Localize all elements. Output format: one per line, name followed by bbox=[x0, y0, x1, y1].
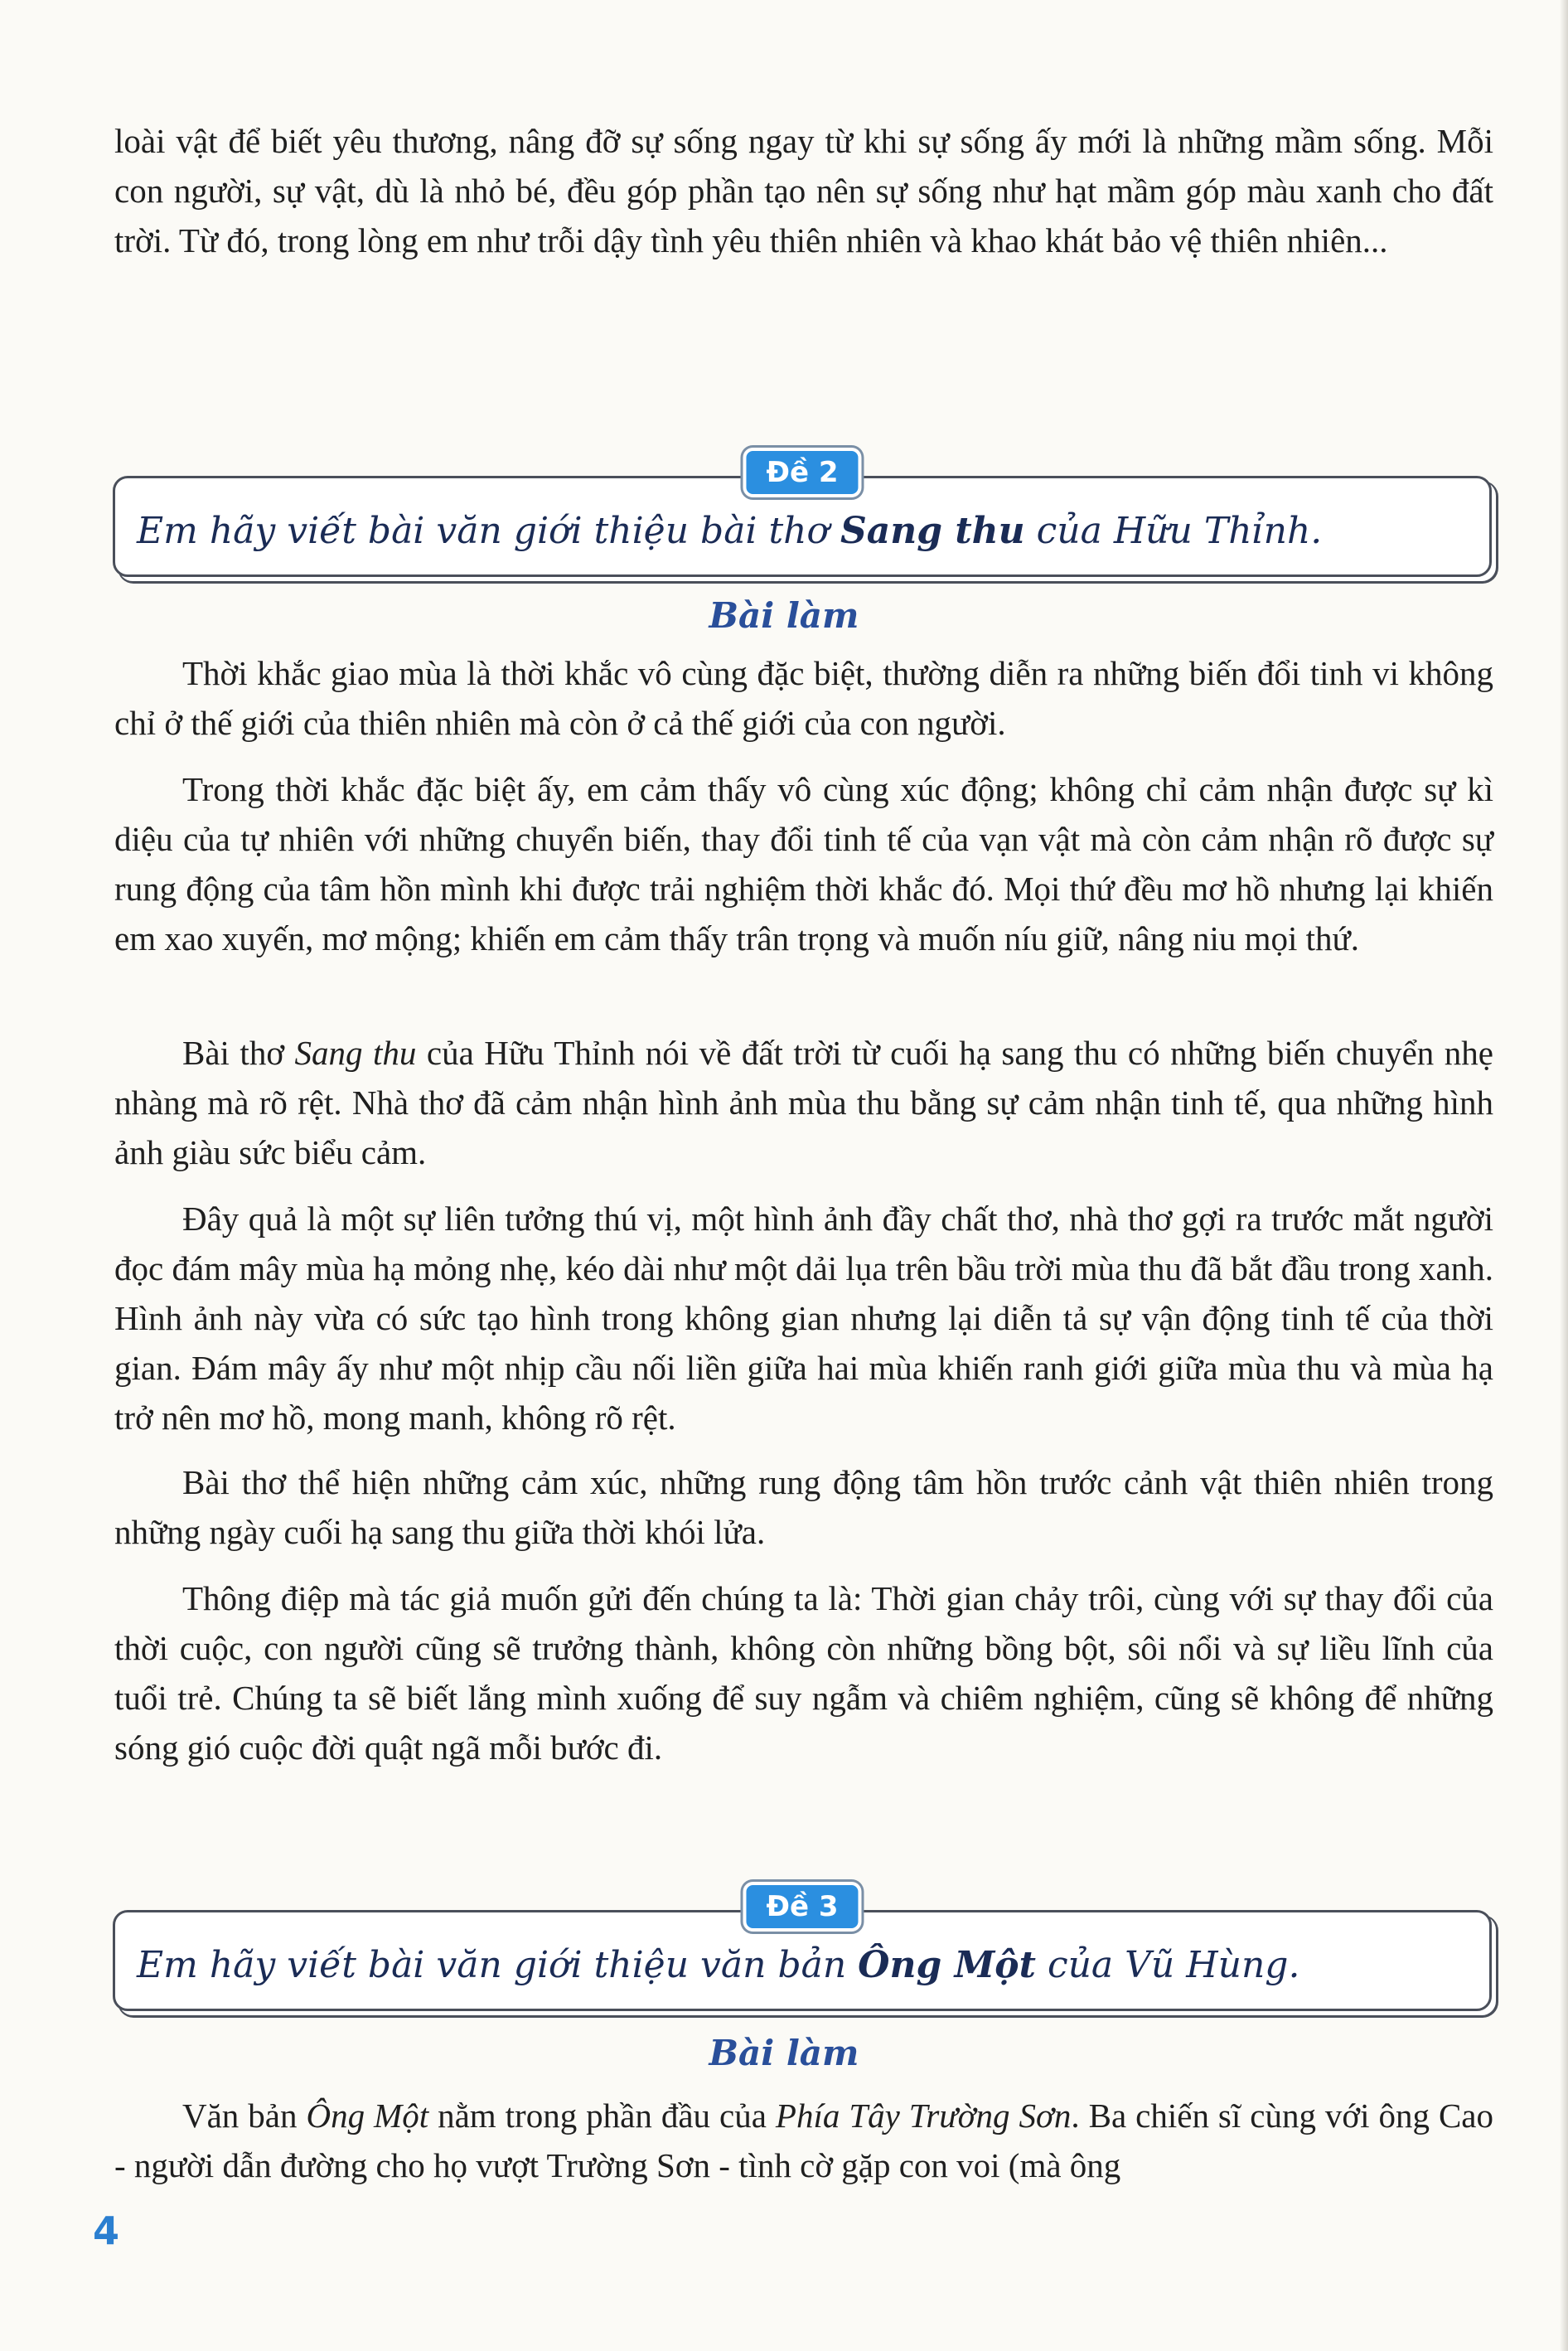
exam-3-p1-title: Ông Một bbox=[306, 2097, 429, 2135]
exam-2-prompt bbox=[137, 510, 1322, 552]
exam-2-p3-start: Bài thơ bbox=[182, 1034, 295, 1072]
exam-2-prompt-title: Sang thu bbox=[840, 510, 1025, 552]
exam-3-prompt bbox=[137, 1944, 1299, 1986]
intro-paragraph: loài vật để biết yêu thương, nâng đỡ sự sống ngay từ khi sự sống ấy mới là những mầm sống. Mỗi con người, sự vật, dù là nhỏ bé, đều góp phần tạo nên sự sống như hạt mầm góp màu xanh cho đất trời. Từ đó, trong lòng em như trỗi dậy tình yêu thiên nhiên và khao khát bảo vệ thiên nhiên... bbox=[114, 122, 1493, 259]
exam-3-p1-book: Phía Tây Trường Sơn bbox=[775, 2097, 1072, 2135]
exam-2-prompt-author: của Hữu Thỉnh. bbox=[1024, 510, 1323, 552]
exam-3-prompt-title: Ông Một bbox=[858, 1944, 1036, 1986]
exam-3-paragraph-1 bbox=[114, 2091, 1493, 2190]
exam-3-heading: Bài làm bbox=[709, 2033, 859, 2073]
exam-2-tag: Đề 2 bbox=[743, 448, 861, 497]
exam-3-prompt-text: Em hãy viết bài văn giới thiệu văn bản bbox=[137, 1944, 859, 1986]
exam-3-tag: Đề 3 bbox=[743, 1882, 861, 1932]
exam-3-p1-rest: . Ba chiến sĩ cùng với ông Cao - người dẫn đường cho họ vượt Trường Sơn - tình cờ gặp con voi (mà ông bbox=[114, 2097, 1493, 2184]
page-edge bbox=[1560, 0, 1568, 2351]
exam-3-p1-mid: nằm trong phần đầu của bbox=[428, 2097, 776, 2135]
exam-2-p3-title: Sang thu bbox=[294, 1034, 417, 1072]
exam-2-paragraph-2: Trong thời khắc đặc biệt ấy, em cảm thấy vô cùng xúc động; không chỉ cảm nhận được sự kì diệu của tự nhiên với những chuyển biến, thay đổi tinh tế của vạn vật mà còn cảm nhận rõ được sự rung động của tâm hồn mình khi được trải nghiệm thời khắc đó. Mọi thứ đều mơ hồ nhưng lại khiến em xao xuyến, mơ mộng; khiến em cảm thấy trân trọng và muốn níu giữ, nâng niu mọi thứ. bbox=[114, 770, 1493, 957]
exam-2-paragraph-3 bbox=[114, 1028, 1493, 1177]
exam-2-p3-rest: của Hữu Thỉnh nói về đất trời từ cuối hạ sang thu có những biến chuyển nhẹ nhàng mà rõ rệt. Nhà thơ đã cảm nhận hình ảnh mùa thu bằng sự cảm nhận tinh tế, qua những hình ảnh giàu sức biểu cảm. bbox=[114, 1034, 1493, 1171]
exam-2-heading: Bài làm bbox=[709, 595, 859, 636]
exam-2-prompt-text: Em hãy viết bài văn giới thiệu bài thơ bbox=[137, 510, 840, 552]
exam-2-paragraph-6: Thông điệp mà tác giả muốn gửi đến chúng ta là: Thời gian chảy trôi, cùng với sự thay đổi của thời cuộc, con người cũng sẽ trưởng thành, không còn những bồng bột, sôi nổi và sự liều lĩnh của tuổi trẻ. Chúng ta sẽ biết lắng mình xuống để suy ngẫm và chiêm nghiệm, cũng sẽ không để những sóng gió cuộc đời quật ngã mỗi bước đi. bbox=[114, 1579, 1493, 1767]
exam-2-paragraph-5: Bài thơ thể hiện những cảm xúc, những rung động tâm hồn trước cảnh vật thiên nhiên trong những ngày cuối hạ sang thu giữa thời khói lửa. bbox=[114, 1463, 1493, 1551]
exam-3-prompt-author: của Vũ Hùng. bbox=[1035, 1944, 1300, 1986]
exam-2-paragraph-1: Thời khắc giao mùa là thời khắc vô cùng đặc biệt, thường diễn ra những biến đổi tinh vi không chỉ ở thế giới của thiên nhiên mà còn ở cả thế giới của con người. bbox=[114, 654, 1493, 742]
exam-2-paragraph-4: Đây quả là một sự liên tưởng thú vị, một hình ảnh đầy chất thơ, nhà thơ gợi ra trước mắt người đọc đám mây mùa hạ mỏng nhẹ, kéo dài như một dải lụa trên bầu trời mùa thu đã bắt đầu trong xanh. Hình ảnh này vừa có sức tạo hình trong không gian nhưng lại diễn tả sự vận động tinh tế của thời gian. Đám mây ấy như một nhịp cầu nối liền giữa hai mùa khiến ranh giới giữa mùa thu và mùa hạ trở nên mơ hồ, mong manh, không rõ rệt. bbox=[114, 1200, 1493, 1437]
exam-3-p1-start: Văn bản bbox=[182, 2097, 307, 2135]
page-number: 4 bbox=[93, 2208, 120, 2253]
